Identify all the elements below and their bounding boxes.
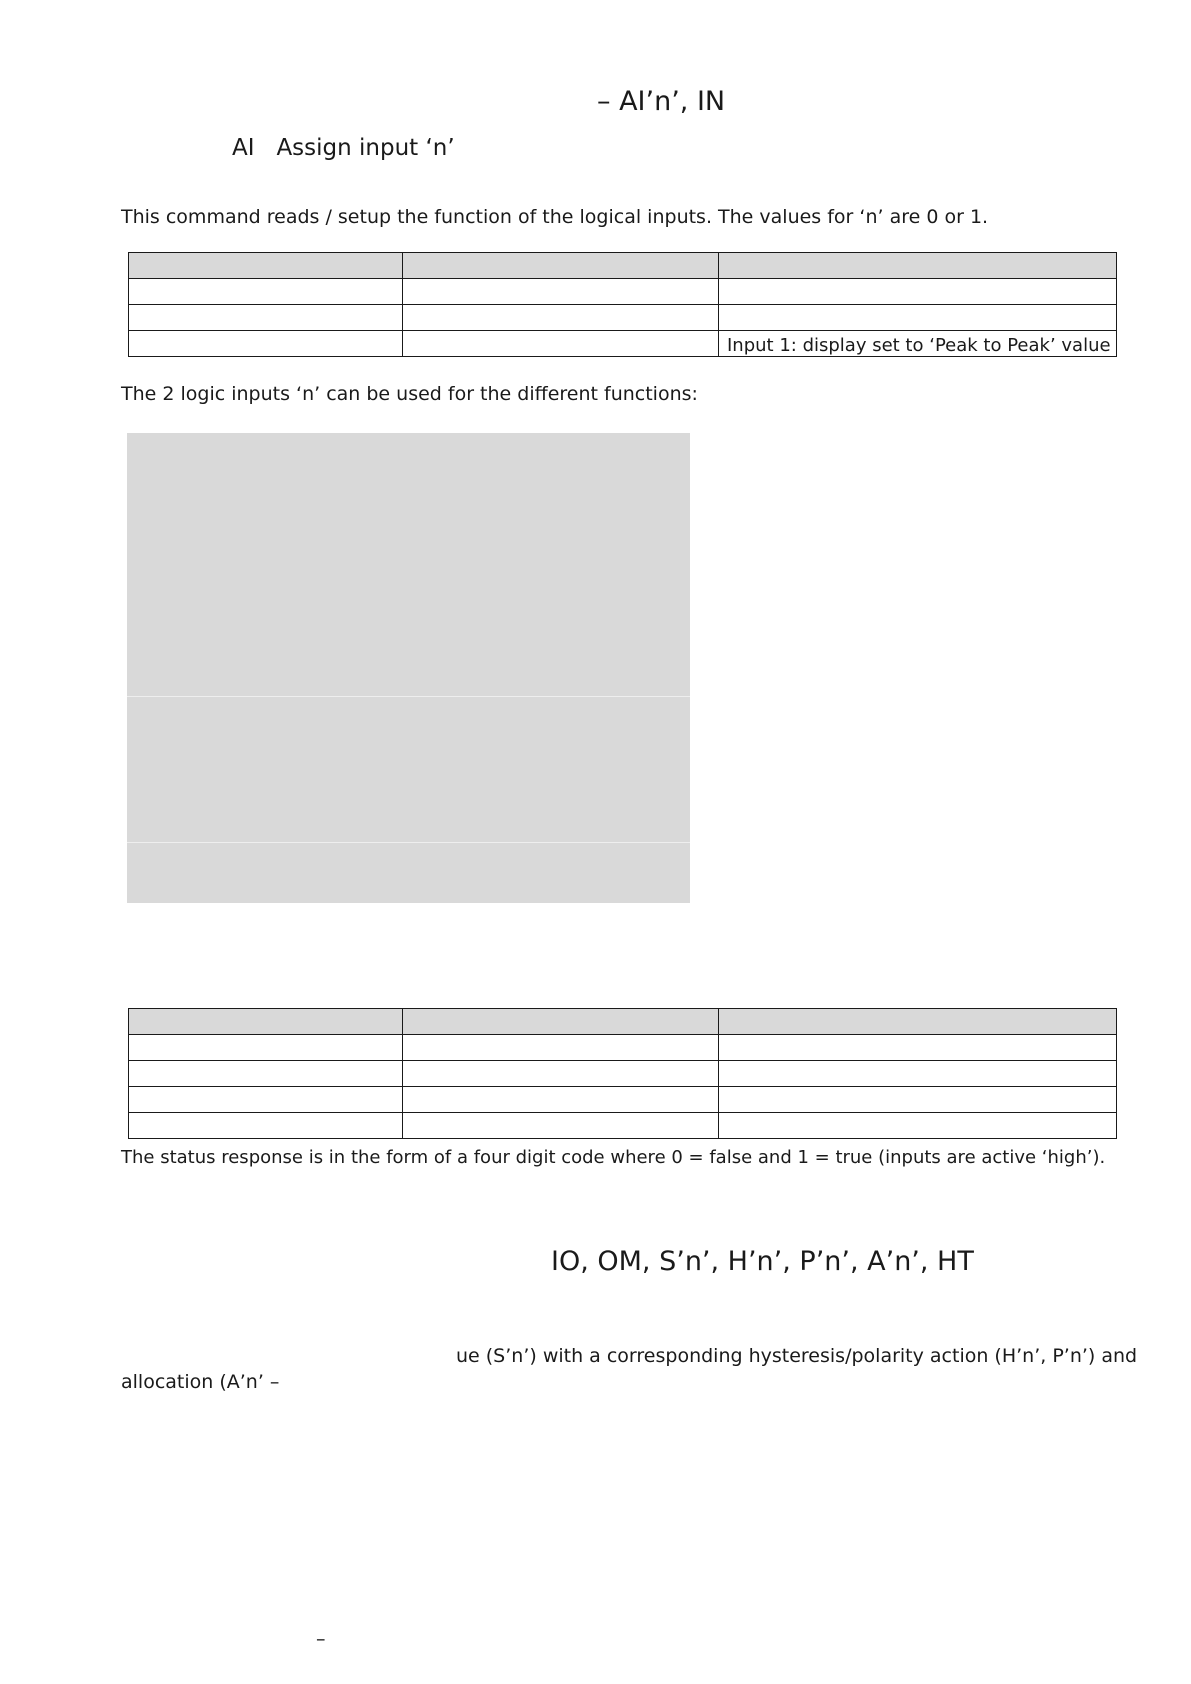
table-cell <box>129 1087 403 1113</box>
table-cell <box>129 279 403 305</box>
table-cell <box>719 279 1117 305</box>
table-cell <box>719 1061 1117 1087</box>
table-header-cell <box>129 253 403 279</box>
table-row <box>129 1035 1117 1061</box>
footer-dash: – <box>316 1628 326 1650</box>
table-cell <box>719 1035 1117 1061</box>
table-row <box>129 1113 1117 1139</box>
table-header-cell <box>719 253 1117 279</box>
assign-input-table <box>128 252 1117 357</box>
table-cell <box>129 1061 403 1087</box>
table-row <box>129 1061 1117 1087</box>
table-cell <box>129 305 403 331</box>
table-row <box>129 279 1117 305</box>
table-row <box>129 1087 1117 1113</box>
table-cell <box>403 1061 719 1087</box>
table-cell <box>403 305 719 331</box>
table-header-row <box>129 253 1117 279</box>
setpoint-line-2: allocation (A’n’ – <box>121 1371 280 1393</box>
section-heading-outputs: IO, OM, S’n’, H’n’, P’n’, A’n’, HT <box>551 1246 974 1277</box>
table-row <box>129 331 1117 357</box>
panel-divider <box>127 842 690 843</box>
input-status-table <box>128 1008 1117 1139</box>
setpoint-line-1: ue (S’n’) with a corresponding hysteresis/polarity action (H’n’, P’n’) and <box>456 1345 1138 1367</box>
table-cell <box>719 1087 1117 1113</box>
table-cell <box>403 1087 719 1113</box>
subsection-heading-assign-input: AI Assign input ‘n’ <box>232 135 455 161</box>
table-cell: Input 1: display set to ‘Peak to Peak’ value <box>719 331 1117 357</box>
table-cell <box>129 1113 403 1139</box>
status-note: The status response is in the form of a four digit code where 0 = false and 1 = true (inputs are active ‘high’). <box>121 1147 1106 1168</box>
functions-panel <box>127 433 690 903</box>
table-cell <box>403 331 719 357</box>
table-cell <box>129 1035 403 1061</box>
intro-paragraph: This command reads / setup the function of the logical inputs. The values for ‘n’ are 0 or 1. <box>121 206 989 228</box>
table-header-cell <box>129 1009 403 1035</box>
table-row <box>129 305 1117 331</box>
table-cell <box>719 1113 1117 1139</box>
table-header-row <box>129 1009 1117 1035</box>
table-header-cell <box>403 1009 719 1035</box>
table-header-cell <box>719 1009 1117 1035</box>
table-cell <box>129 331 403 357</box>
table-cell <box>403 1035 719 1061</box>
table-cell <box>403 279 719 305</box>
table-cell <box>719 305 1117 331</box>
table-cell <box>403 1113 719 1139</box>
functions-caption: The 2 logic inputs ‘n’ can be used for the different functions: <box>121 383 698 405</box>
section-heading-ai-in: – AI’n’, IN <box>597 86 726 117</box>
panel-divider <box>127 696 690 697</box>
table-header-cell <box>403 253 719 279</box>
